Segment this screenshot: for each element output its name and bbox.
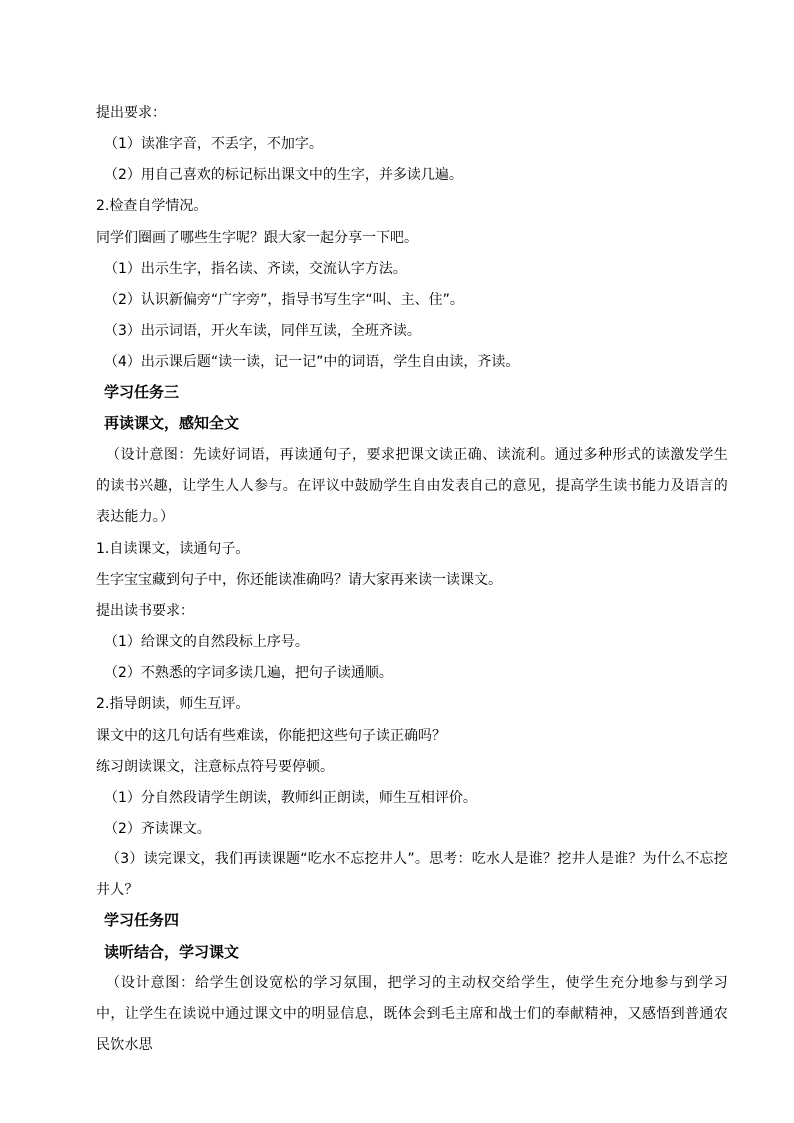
text-line: 提出读书要求： xyxy=(96,603,194,619)
text-line: 课文中的这几句话有些难读，你能把这些句子读正确吗？ xyxy=(96,728,446,744)
design-intent-paragraph: （设计意图：先读好词语，再读通句子，要求把课文读正确、读流利。通过多种形式的读激发学生的读书兴趣，让学生人人参与。在评议中鼓励学生自由发表自己的意见，提高学生读书能力及语言的表达能力。） xyxy=(96,447,728,525)
text-line: （1）给课文的自然段标上序号。 xyxy=(104,634,309,650)
text-line: 练习朗读课文，注意标点符号要停顿。 xyxy=(96,759,334,775)
section-heading: 学习任务四 xyxy=(104,911,180,929)
text-line: 同学们圈画了哪些生字呢？跟大家一起分享一下吧。 xyxy=(96,230,418,246)
text-line: 生字宝宝藏到句子中，你还能读准确吗？请大家再来读一读课文。 xyxy=(96,572,502,588)
text-line: （2）不熟悉的字词多读几遍，把句子读通顺。 xyxy=(104,665,393,681)
text-line: 2.指导朗读，师生互评。 xyxy=(96,696,250,712)
text-line: （2）用自己喜欢的标记标出课文中的生字，并多读几遍。 xyxy=(104,167,463,183)
text-line: （2）认识新偏旁“广字旁”，指导书写生字“叫、主、住”。 xyxy=(104,292,464,308)
text-line: （2）齐读课文。 xyxy=(104,821,211,837)
section-subheading: 再读课文，感知全文 xyxy=(104,414,240,432)
text-line: 提出要求： xyxy=(96,105,166,121)
text-line: 2.检查自学情况。 xyxy=(96,198,208,214)
text-line: 1.自读课文，读通句子。 xyxy=(96,541,250,557)
design-intent-paragraph: （设计意图：给学生创设宽松的学习氛围，把学习的主动权交给学生，使学生充分地参与到学习中，让学生在读说中通过课文中的明显信息，既体会到毛主席和战士们的奉献精神，又感悟到普通农民饮水思 xyxy=(96,975,728,1053)
section-subheading: 读听结合，学习课文 xyxy=(104,943,240,961)
section-heading: 学习任务三 xyxy=(104,383,180,401)
text-line: （1）分自然段请学生朗读，教师纠正朗读，师生互相评价。 xyxy=(104,790,477,806)
text-line: （3）出示词语，开火车读，同伴互读，全班齐读。 xyxy=(104,323,421,339)
text-line: （4）出示课后题“读一读，记一记”中的词语，学生自由读，齐读。 xyxy=(104,354,520,370)
text-line: （1）出示生字，指名读、齐读，交流认字方法。 xyxy=(104,261,407,277)
text-line: （1）读准字音，不丢字，不加字。 xyxy=(104,136,323,152)
question-paragraph: （3）读完课文，我们再读课题“吃水不忘挖井人”。思考：吃水人是谁？挖井人是谁？为什么不忘挖井人？ xyxy=(96,851,728,898)
